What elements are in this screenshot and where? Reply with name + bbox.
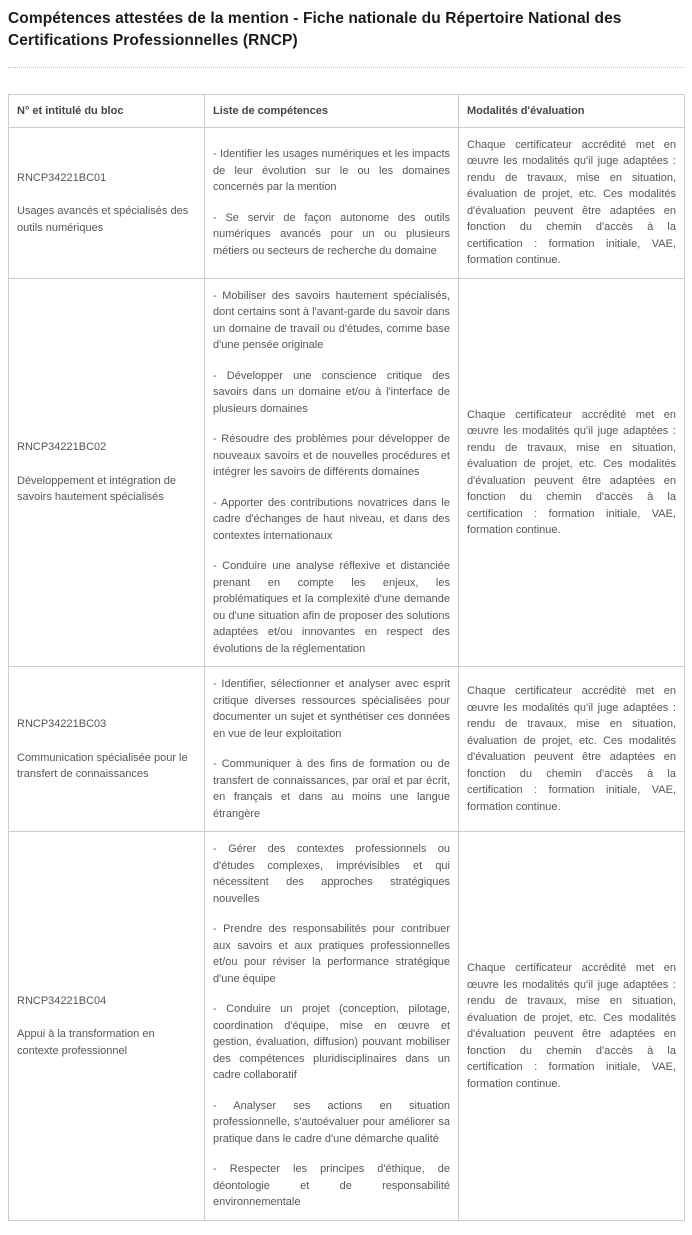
column-header-competences: Liste de compétences: [205, 94, 459, 127]
competence-item: - Communiquer à des fins de formation ou de transfert de connaissances, par oral et par écrit, en français et dans au moins une langue étrangère: [213, 758, 450, 820]
bloc-title: Développement et intégration de savoirs hautement spécialisés: [17, 474, 176, 504]
competences-cell: [205, 667, 459, 832]
bloc-title: Usages avancés et spécialisés des outils numériques: [17, 205, 189, 234]
bloc-code: RNCP34221BC01: [17, 171, 107, 184]
competences-cell: [205, 127, 459, 278]
bloc-title: Communication spécialisée pour le transfert de connaissances: [17, 751, 188, 781]
competence-item: - Conduire un projet (conception, pilotage, coordination d'équipe, mise en œuvre et gestion, évaluation, diffusion) pouvant mobiliser des compétences pluridisciplinaires dans un cadre collaboratif: [213, 1003, 450, 1082]
modalites-cell: [459, 127, 685, 278]
bloc-cell: [9, 667, 205, 832]
competence-item: - Apporter des contributions novatrices dans le cadre d'échanges de haut niveau, et dans des contextes internationaux: [213, 496, 450, 542]
bloc-cell: [9, 278, 205, 667]
column-header-bloc: N° et intitulé du bloc: [9, 94, 205, 127]
modalites-text: Chaque certificateur accrédité met en œuvre les modalités qu'il juge adaptées : rendu de travaux, mise en situation, évaluation de projet, etc. Ces modalités d'évaluation peuvent être adaptées en fonction du chemin d'accès à la certification : formation initiale, VAE, formation continue.: [467, 685, 676, 813]
modalites-text: Chaque certificateur accrédité met en œuvre les modalités qu'il juge adaptées : rendu de travaux, mise en situation, évaluation de projet, etc. Ces modalités d'évaluation peuvent être adaptées en fonction du chemin d'accès à la certification : formation initiale, VAE, formation continue.: [467, 962, 676, 1090]
modalites-cell: [459, 278, 685, 667]
table-row: [9, 127, 685, 278]
competences-cell: [205, 832, 459, 1221]
competence-item: - Identifier les usages numériques et les impacts de leur évolution sur le ou les domaines concernés par la mention: [213, 148, 450, 194]
table-row: [9, 832, 685, 1221]
table-row: [9, 667, 685, 832]
bloc-code: RNCP34221BC02: [17, 441, 107, 454]
modalites-text: Chaque certificateur accrédité met en œuvre les modalités qu'il juge adaptées : rendu de travaux, mise en situation, évaluation de projet, etc. Ces modalités d'évaluation peuvent être adaptées en fonction du chemin d'accès à la certification : formation initiale, VAE, formation continue.: [467, 408, 676, 537]
competence-item: - Développer une conscience critique des savoirs dans un domaine et/ou à l'interface de plusieurs domaines: [213, 369, 450, 415]
competence-item: - Prendre des responsabilités pour contribuer aux savoirs et aux pratiques professionnelles et/ou pour réviser la performance stratégique d'une équipe: [213, 923, 450, 985]
competence-item: - Conduire une analyse réflexive et distanciée prenant en compte les enjeux, les problématiques et la complexité d'une demande ou d'une situation afin de proposer des solutions adaptées et/ou innovantes en respect des évolutions de la réglementation: [213, 560, 450, 655]
competence-item: - Identifier, sélectionner et analyser avec esprit critique diverses ressources spécialisées pour documenter un sujet et synthétiser ces données en vue de leur exploitation: [213, 678, 450, 740]
header-row: [9, 94, 685, 127]
bloc-code: RNCP34221BC04: [17, 994, 107, 1007]
competence-item: - Respecter les principes d'éthique, de déontologie et de responsabilité environnementale: [213, 1163, 450, 1209]
competence-item: - Analyser ses actions en situation professionnelle, s'autoévaluer pour améliorer sa pratique dans le cadre d'une démarche qualité: [213, 1099, 450, 1145]
table-row: [9, 278, 685, 667]
competences-cell: [205, 278, 459, 667]
competence-item: - Se servir de façon autonome des outils numériques avancés pour un ou plusieurs métiers ou secteurs de recherche du domaine: [213, 211, 450, 257]
bloc-title: Appui à la transformation en contexte professionnel: [17, 1028, 155, 1057]
competence-item: - Gérer des contextes professionnels ou d'études complexes, imprévisibles et qui nécessitent des approches stratégiques nouvelles: [213, 843, 450, 905]
modalites-cell: [459, 667, 685, 832]
bloc-cell: [9, 127, 205, 278]
modalites-cell: [459, 832, 685, 1221]
competence-item: - Résoudre des problèmes pour développer de nouveaux savoirs et de nouvelles procédures et intégrer les savoirs de différents domaines: [213, 433, 450, 479]
competence-item: - Mobiliser des savoirs hautement spécialisés, dont certains sont à l'avant-garde du savoir dans un domaine de travail ou d'études, comme base d'une pensée originale: [213, 289, 450, 352]
column-header-modalites: Modalités d'évaluation: [459, 94, 685, 127]
modalites-text: Chaque certificateur accrédité met en œuvre les modalités qu'il juge adaptées : rendu de travaux, mise en situation, évaluation de projet, etc. Ces modalités d'évaluation peuvent être adaptées en fonction du chemin d'accès à la certification : formation initiale, VAE, formation continue.: [467, 138, 676, 267]
page-title: Compétences attestées de la mention - Fiche nationale du Répertoire National des Certifications Professionnelles (RNCP): [8, 10, 622, 50]
bloc-code: RNCP34221BC03: [17, 718, 107, 731]
dotted-divider: [8, 67, 684, 68]
bloc-cell: [9, 832, 205, 1221]
competences-table: [8, 94, 685, 1221]
